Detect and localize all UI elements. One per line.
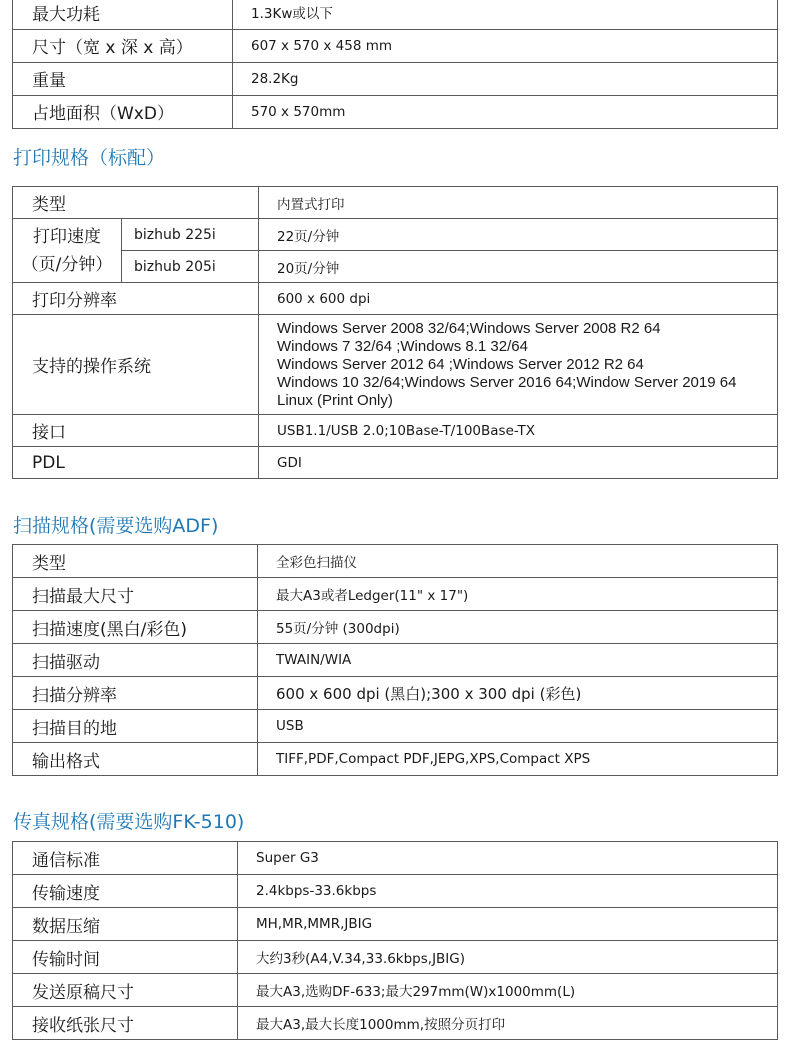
row-value: 28.2Kg bbox=[233, 62, 778, 95]
print-speed-label bbox=[13, 219, 122, 283]
row-value: USB1.1/USB 2.0;10Base-T/100Base-TX bbox=[259, 415, 778, 447]
os-line: Linux (Print Only) bbox=[277, 391, 393, 409]
table-row bbox=[13, 187, 778, 219]
row-value: 大约3秒(A4,V.34,33.6kbps,JBIG) bbox=[238, 941, 778, 974]
table-row bbox=[13, 0, 778, 29]
scan-spec-table bbox=[12, 544, 778, 776]
table-row bbox=[13, 447, 778, 479]
row-label: 类型 bbox=[13, 545, 258, 578]
os-line: Windows 7 32/64 ;Windows 8.1 32/64 bbox=[277, 337, 528, 355]
row-label: 扫描速度(黑白/彩色) bbox=[13, 611, 258, 644]
row-label: 接收纸张尺寸 bbox=[13, 1007, 238, 1040]
row-label: 传输速度 bbox=[13, 875, 238, 908]
row-value: MH,MR,MMR,JBIG bbox=[238, 908, 778, 941]
os-list bbox=[259, 315, 778, 415]
os-line: Windows 10 32/64;Windows Server 2016 64;Window Server 2019 64 bbox=[277, 373, 737, 391]
row-value: 570 x 570mm bbox=[233, 95, 778, 128]
print-speed-label-line1: 打印速度 bbox=[33, 226, 101, 247]
row-label: 类型 bbox=[13, 187, 259, 219]
row-label: 输出格式 bbox=[13, 743, 258, 776]
row-label: 通信标准 bbox=[13, 842, 238, 875]
row-value: Super G3 bbox=[238, 842, 778, 875]
row-label: PDL bbox=[13, 447, 259, 479]
row-value: 20页/分钟 bbox=[259, 251, 778, 283]
row-label: 占地面积（WxD） bbox=[13, 95, 233, 128]
table-row bbox=[13, 29, 778, 62]
row-label: 发送原稿尺寸 bbox=[13, 974, 238, 1007]
row-label: 扫描最大尺寸 bbox=[13, 578, 258, 611]
scan-spec-heading: 扫描规格(需要选购ADF) bbox=[13, 515, 219, 537]
row-value: 607 x 570 x 458 mm bbox=[233, 29, 778, 62]
model-name: bizhub 225i bbox=[122, 219, 259, 251]
print-spec-table bbox=[12, 186, 778, 479]
row-label: 打印分辨率 bbox=[13, 283, 259, 315]
row-label: 重量 bbox=[13, 62, 233, 95]
table-row bbox=[13, 95, 778, 128]
physical-spec-table bbox=[12, 0, 778, 129]
row-value: 内置式打印 bbox=[259, 187, 778, 219]
row-value: 最大A3,选购DF-633;最大297mm(W)x1000mm(L) bbox=[238, 974, 778, 1007]
row-value: 最大A3,最大长度1000mm,按照分页打印 bbox=[238, 1007, 778, 1040]
row-value: TWAIN/WIA bbox=[258, 644, 778, 677]
row-value: 600 x 600 dpi (黑白);300 x 300 dpi (彩色) bbox=[258, 677, 778, 710]
row-label: 尺寸（宽 x 深 x 高） bbox=[13, 29, 233, 62]
table-row bbox=[13, 545, 778, 578]
row-label: 接口 bbox=[13, 415, 259, 447]
row-value: 600 x 600 dpi bbox=[259, 283, 778, 315]
row-value: 最大A3或者Ledger(11" x 17") bbox=[258, 578, 778, 611]
table-row bbox=[13, 1007, 778, 1040]
fax-spec-heading: 传真规格(需要选购FK-510) bbox=[13, 811, 245, 833]
row-label: 扫描目的地 bbox=[13, 710, 258, 743]
print-speed-label-line2: （页/分钟） bbox=[21, 254, 113, 275]
os-line: Windows Server 2008 32/64;Windows Server 2008 R2 64 bbox=[277, 319, 661, 337]
row-value: 全彩色扫描仪 bbox=[258, 545, 778, 578]
row-value: 55页/分钟 (300dpi) bbox=[258, 611, 778, 644]
table-row bbox=[13, 842, 778, 875]
row-label: 支持的操作系统 bbox=[13, 315, 259, 415]
table-row bbox=[13, 875, 778, 908]
table-row bbox=[13, 941, 778, 974]
table-row bbox=[13, 62, 778, 95]
table-row bbox=[13, 611, 778, 644]
row-label: 扫描驱动 bbox=[13, 644, 258, 677]
os-line: Windows Server 2012 64 ;Windows Server 2012 R2 64 bbox=[277, 355, 644, 373]
table-row bbox=[13, 251, 778, 283]
row-label: 传输时间 bbox=[13, 941, 238, 974]
row-label: 最大功耗 bbox=[13, 0, 233, 29]
table-row bbox=[13, 743, 778, 776]
row-value: 22页/分钟 bbox=[259, 219, 778, 251]
table-row bbox=[13, 908, 778, 941]
table-row bbox=[13, 644, 778, 677]
table-row bbox=[13, 677, 778, 710]
row-label: 数据压缩 bbox=[13, 908, 238, 941]
row-label: 扫描分辨率 bbox=[13, 677, 258, 710]
model-name: bizhub 205i bbox=[122, 251, 259, 283]
table-row bbox=[13, 974, 778, 1007]
row-value: USB bbox=[258, 710, 778, 743]
table-row bbox=[13, 315, 778, 415]
row-value: GDI bbox=[259, 447, 778, 479]
row-value: 2.4kbps-33.6kbps bbox=[238, 875, 778, 908]
table-row bbox=[13, 219, 778, 251]
table-row bbox=[13, 578, 778, 611]
table-row bbox=[13, 710, 778, 743]
fax-spec-table bbox=[12, 841, 778, 1040]
row-value: TIFF,PDF,Compact PDF,JEPG,XPS,Compact XPS bbox=[258, 743, 778, 776]
print-spec-heading: 打印规格（标配） bbox=[13, 147, 166, 169]
row-value: 1.3Kw或以下 bbox=[233, 0, 778, 29]
table-row bbox=[13, 415, 778, 447]
table-row bbox=[13, 283, 778, 315]
